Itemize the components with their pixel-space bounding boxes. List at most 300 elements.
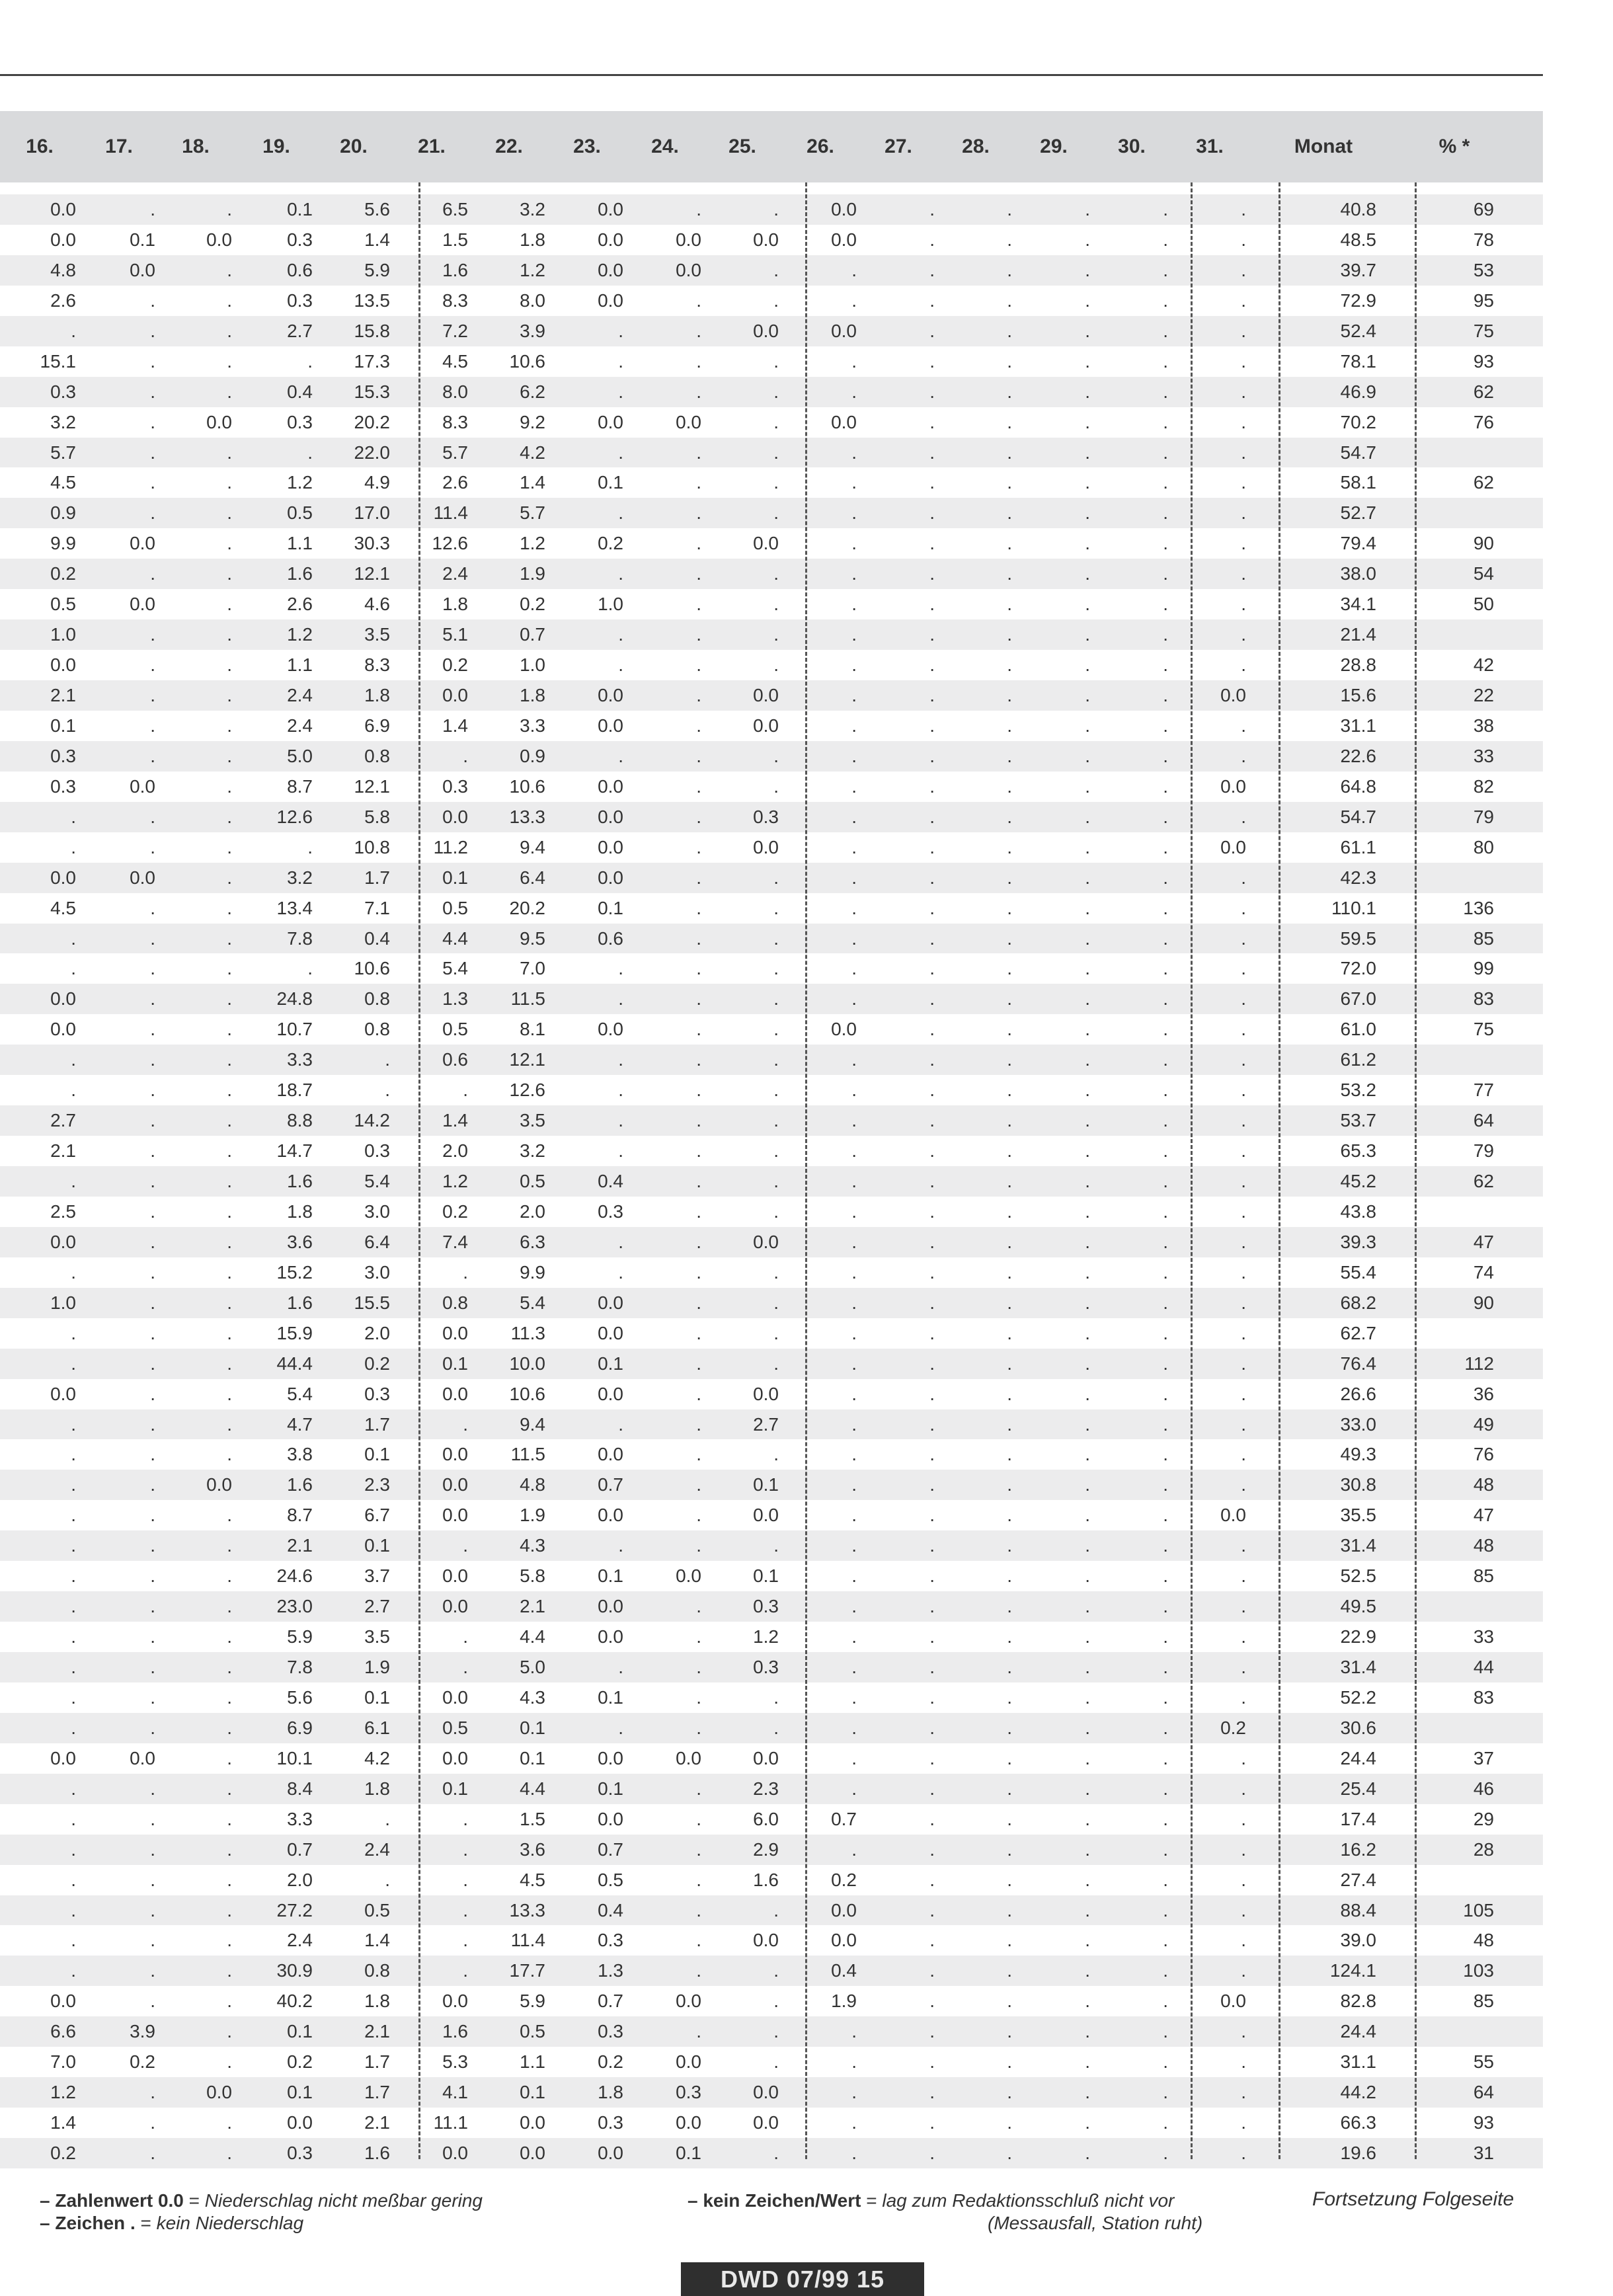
table-cell: 5.9: [364, 259, 390, 280]
table-cell: .: [1241, 502, 1246, 524]
table-cell: .: [1163, 1839, 1168, 1860]
table-cell: 13.5: [354, 290, 390, 311]
table-cell: 6.9: [287, 1717, 313, 1738]
table-cell: .: [1007, 2021, 1012, 2042]
table-cell: .: [227, 1444, 232, 1465]
table-cell: 0.0: [676, 2051, 701, 2073]
table-cell: .: [696, 533, 701, 554]
table-cell: 8.0: [520, 290, 545, 311]
table-cell: 4.8: [50, 259, 76, 280]
table-cell: .: [1085, 624, 1090, 645]
table-cell: 2.4: [364, 1839, 390, 1860]
table-cell: .: [696, 1869, 701, 1890]
table-cell: 4.7: [287, 1413, 313, 1435]
table-cell: .: [696, 1231, 701, 1252]
table-cell: 5.4: [520, 1292, 545, 1313]
table-cell: .: [696, 867, 701, 888]
table-cell: .: [1163, 411, 1168, 432]
table-cell: 0.0: [753, 533, 779, 554]
table-cell: .: [929, 320, 935, 341]
table-cell: .: [696, 1839, 701, 1860]
table-cell: .: [1163, 1110, 1168, 1131]
table-cell: 0.7: [520, 624, 545, 645]
table-cell: .: [463, 1657, 468, 1677]
table-cell: .: [1085, 502, 1090, 524]
table-cell: 0.2: [130, 2051, 155, 2073]
table-cell: .: [227, 624, 232, 645]
table-cell: .: [929, 1019, 935, 1040]
table-cell: 30.9: [276, 1960, 313, 1981]
table-cell: .: [1007, 229, 1012, 250]
table-cell: .: [1241, 715, 1246, 736]
page-badge: DWD 07/99 15: [681, 2262, 924, 2296]
table-cell: .: [696, 1353, 701, 1374]
table-cell: 52.7: [1340, 502, 1376, 524]
table-cell: 0.1: [287, 199, 313, 219]
table-cell: .: [851, 897, 857, 918]
table-cell: .: [1085, 1717, 1090, 1738]
table-cell: .: [929, 1960, 935, 1981]
table-cell: .: [1241, 381, 1246, 402]
table-cell: 10.6: [509, 350, 545, 372]
table-cell: .: [1241, 1413, 1246, 1435]
table-cell: 62.7: [1340, 1322, 1376, 1343]
table-cell: 13.3: [509, 1899, 545, 1920]
table-cell: 6.2: [520, 381, 545, 402]
table-cell: 14.2: [354, 1110, 390, 1131]
table-cell: .: [851, 594, 857, 615]
table-cell: .: [1007, 1839, 1012, 1860]
table-cell: .: [150, 1657, 155, 1677]
table-cell: .: [1007, 624, 1012, 645]
table-cell: .: [1163, 2112, 1168, 2133]
table-cell: .: [929, 1626, 935, 1647]
table-cell: 0.0: [598, 1626, 623, 1647]
legend-key: – kein Zeichen/Wert: [688, 2190, 861, 2211]
table-cell: 0.0: [206, 1474, 232, 1495]
table-cell: .: [696, 1717, 701, 1738]
table-cell: 4.5: [50, 472, 76, 493]
table-cell: 1.8: [520, 685, 545, 705]
table-cell: 6.7: [364, 1505, 390, 1526]
table-cell: 21.4: [1340, 624, 1376, 645]
table-cell: 0.0: [598, 1596, 623, 1617]
table-cell: .: [1007, 806, 1012, 827]
table-cell: 1.8: [598, 2082, 623, 2103]
table-cell: 0.0: [1220, 1991, 1246, 2012]
table-cell: 0.2: [442, 654, 468, 676]
table-cell: .: [1163, 1899, 1168, 1920]
table-cell: .: [618, 624, 623, 645]
table-cell: 0.2: [50, 563, 76, 584]
table-cell: 61.1: [1340, 836, 1376, 857]
table-cell: .: [1007, 1930, 1012, 1951]
table-cell: .: [150, 350, 155, 372]
table-cell: 1.9: [831, 1991, 857, 2012]
table-cell: .: [929, 1596, 935, 1617]
table-cell: .: [1241, 411, 1246, 432]
table-cell: .: [929, 1292, 935, 1313]
table-cell: .: [463, 1899, 468, 1920]
table-cell: 22.0: [354, 442, 390, 463]
table-cell: .: [150, 1565, 155, 1587]
table-cell: 1.8: [364, 1778, 390, 1799]
table-cell: .: [1163, 1596, 1168, 1617]
table-cell: 4.3: [520, 1535, 545, 1556]
table-cell: .: [929, 806, 935, 827]
table-cell: .: [1007, 897, 1012, 918]
table-cell: .: [773, 897, 779, 918]
table-cell: 74: [1473, 1261, 1494, 1283]
table-cell: .: [929, 775, 935, 797]
table-cell: .: [773, 2021, 779, 2042]
table-cell: 1.4: [520, 472, 545, 493]
table-cell: .: [851, 2112, 857, 2133]
table-cell: 0.1: [520, 1717, 545, 1738]
table-cell: .: [150, 1019, 155, 1040]
table-cell: .: [463, 1535, 468, 1556]
table-cell: .: [150, 199, 155, 219]
table-cell: .: [618, 381, 623, 402]
table-cell: 79: [1473, 806, 1494, 827]
table-cell: .: [773, 594, 779, 615]
table-cell: 1.8: [442, 594, 468, 615]
table-cell: .: [71, 1505, 76, 1526]
table-cell: .: [851, 806, 857, 827]
table-cell: .: [1163, 229, 1168, 250]
table-cell: 37: [1473, 1747, 1494, 1768]
table-cell: .: [227, 988, 232, 1009]
table-cell: .: [696, 472, 701, 493]
table-cell: 0.0: [50, 867, 76, 888]
table-cell: .: [696, 715, 701, 736]
table-cell: .: [227, 1991, 232, 2012]
table-cell: .: [851, 928, 857, 949]
table-cell: .: [227, 2051, 232, 2073]
table-cell: 4.8: [520, 1474, 545, 1495]
table-cell: .: [227, 685, 232, 705]
table-cell: .: [1163, 1080, 1168, 1101]
table-row: [0, 832, 1543, 863]
table-cell: 0.3: [364, 1383, 390, 1404]
table-cell: .: [851, 1686, 857, 1708]
table-cell: 3.0: [364, 1261, 390, 1283]
table-cell: .: [1007, 745, 1012, 766]
table-cell: 1.2: [753, 1626, 779, 1647]
table-cell: 124.1: [1329, 1960, 1376, 1981]
table-cell: 2.6: [442, 472, 468, 493]
table-cell: .: [696, 2021, 701, 2042]
table-cell: 11.1: [433, 2112, 468, 2133]
table-cell: .: [618, 563, 623, 584]
table-cell: .: [71, 1930, 76, 1951]
table-cell: .: [150, 1596, 155, 1617]
table-cell: 4.4: [520, 1626, 545, 1647]
table-cell: .: [773, 472, 779, 493]
table-cell: .: [696, 1535, 701, 1556]
table-cell: 44.2: [1340, 2082, 1376, 2103]
table-cell: 85: [1473, 1991, 1494, 2012]
table-cell: .: [929, 897, 935, 918]
table-cell: 0.0: [753, 685, 779, 705]
table-cell: 26.6: [1340, 1383, 1376, 1404]
table-cell: .: [1085, 1383, 1090, 1404]
table-cell: 0.0: [442, 1444, 468, 1465]
table-cell: 3.2: [50, 411, 76, 432]
table-cell: 0.3: [50, 381, 76, 402]
table-cell: .: [851, 1596, 857, 1617]
table-cell: .: [1085, 2021, 1090, 2042]
table-cell: .: [1007, 533, 1012, 554]
table-cell: .: [1085, 1353, 1090, 1374]
table-cell: .: [929, 1049, 935, 1070]
table-cell: 0.4: [598, 1899, 623, 1920]
table-cell: 61.2: [1340, 1049, 1376, 1070]
table-cell: .: [851, 1474, 857, 1495]
table-cell: .: [696, 836, 701, 857]
table-row: [0, 2016, 1543, 2047]
table-cell: .: [1007, 1991, 1012, 2012]
table-cell: .: [851, 1171, 857, 1191]
table-cell: .: [1085, 1778, 1090, 1799]
table-cell: .: [1007, 502, 1012, 524]
table-cell: .: [1085, 1413, 1090, 1435]
table-cell: .: [696, 1140, 701, 1162]
table-cell: 0.0: [753, 1930, 779, 1951]
table-cell: 0.3: [287, 290, 313, 311]
table-cell: .: [1163, 1565, 1168, 1587]
table-cell: .: [1163, 715, 1168, 736]
table-cell: .: [150, 442, 155, 463]
table-cell: .: [1163, 1960, 1168, 1981]
table-cell: .: [1241, 1869, 1246, 1890]
table-cell: .: [618, 1110, 623, 1131]
table-cell: 9.5: [520, 928, 545, 949]
table-cell: .: [1085, 715, 1090, 736]
legend-key: – Zahlenwert 0.0: [40, 2190, 184, 2211]
column-header: 29.: [1040, 136, 1068, 157]
table-cell: .: [150, 958, 155, 979]
table-cell: 11.2: [433, 836, 468, 857]
table-cell: 1.4: [442, 715, 468, 736]
table-cell: 1.7: [364, 867, 390, 888]
table-cell: 4.6: [364, 594, 390, 615]
table-cell: 0.0: [598, 1292, 623, 1313]
table-cell: .: [1007, 1080, 1012, 1101]
table-cell: .: [773, 745, 779, 766]
table-cell: 2.5: [50, 1201, 76, 1222]
table-cell: .: [618, 1717, 623, 1738]
table-cell: 3.6: [287, 1231, 313, 1252]
table-cell: .: [1085, 897, 1090, 918]
table-cell: .: [696, 594, 701, 615]
table-cell: .: [929, 259, 935, 280]
table-cell: 23.0: [276, 1596, 313, 1617]
table-cell: .: [696, 1049, 701, 1070]
table-cell: .: [1163, 1322, 1168, 1343]
table-row: [0, 680, 1543, 711]
table-cell: 38.0: [1340, 563, 1376, 584]
table-cell: 7.8: [287, 1657, 313, 1677]
table-row: [0, 559, 1543, 589]
table-cell: .: [227, 442, 232, 463]
table-cell: .: [150, 654, 155, 676]
table-cell: .: [1241, 958, 1246, 979]
table-cell: .: [150, 411, 155, 432]
table-row: [0, 1591, 1543, 1622]
table-cell: .: [773, 1444, 779, 1465]
table-cell: 0.0: [442, 1383, 468, 1404]
table-cell: 0.0: [50, 1383, 76, 1404]
table-cell: .: [150, 2082, 155, 2103]
table-row: [0, 1105, 1543, 1136]
table-cell: 3.7: [364, 1565, 390, 1587]
table-cell: 0.0: [598, 1747, 623, 1768]
table-cell: .: [1163, 685, 1168, 705]
table-cell: .: [71, 1049, 76, 1070]
table-cell: .: [1085, 836, 1090, 857]
table-cell: .: [150, 1960, 155, 1981]
table-cell: 69: [1473, 199, 1494, 219]
table-cell: .: [1085, 685, 1090, 705]
table-cell: .: [1007, 2051, 1012, 2073]
table-cell: .: [71, 1413, 76, 1435]
table-cell: 1.2: [287, 472, 313, 493]
table-cell: 0.0: [50, 1019, 76, 1040]
table-cell: .: [1007, 867, 1012, 888]
table-cell: .: [1007, 1686, 1012, 1708]
table-cell: 0.0: [598, 685, 623, 705]
table-cell: 0.0: [598, 867, 623, 888]
table-cell: 5.3: [442, 2051, 468, 2073]
table-cell: [1421, 1591, 1494, 1622]
table-cell: 0.0: [598, 1444, 623, 1465]
legend-line-2: [40, 2213, 303, 2234]
table-cell: 83: [1473, 1686, 1494, 1708]
table-cell: .: [71, 1322, 76, 1343]
table-cell: .: [851, 624, 857, 645]
table-cell: 76: [1473, 1444, 1494, 1465]
table-cell: .: [1007, 928, 1012, 949]
table-cell: 0.0: [50, 1231, 76, 1252]
table-row: [0, 1835, 1543, 1865]
table-cell: 4.4: [442, 928, 468, 949]
table-cell: 3.6: [520, 1839, 545, 1860]
table-cell: 76.4: [1340, 1353, 1376, 1374]
table-cell: .: [618, 1413, 623, 1435]
table-cell: .: [929, 1261, 935, 1283]
table-cell: .: [227, 1292, 232, 1313]
table-cell: 0.0: [1220, 1505, 1246, 1526]
table-cell: .: [929, 1231, 935, 1252]
table-cell: .: [150, 1505, 155, 1526]
table-cell: .: [71, 1596, 76, 1617]
table-cell: 1.7: [364, 2082, 390, 2103]
table-cell: .: [851, 1778, 857, 1799]
table-cell: .: [227, 1049, 232, 1070]
table-cell: .: [1163, 1140, 1168, 1162]
table-cell: .: [773, 2143, 779, 2163]
table-cell: .: [1007, 1444, 1012, 1465]
table-cell: 1.2: [287, 624, 313, 645]
table-cell: .: [851, 259, 857, 280]
table-cell: 31.4: [1340, 1535, 1376, 1556]
table-cell: .: [1163, 1261, 1168, 1283]
table-cell: .: [1163, 1019, 1168, 1040]
table-cell: 6.5: [442, 199, 468, 219]
table-cell: .: [1241, 1626, 1246, 1647]
table-cell: .: [227, 1930, 232, 1951]
table-cell: .: [696, 502, 701, 524]
table-cell: 0.1: [598, 1353, 623, 1374]
table-cell: 35.5: [1340, 1505, 1376, 1526]
table-cell: .: [150, 836, 155, 857]
table-cell: 0.2: [364, 1353, 390, 1374]
table-cell: 0.0: [753, 1747, 779, 1768]
table-cell: .: [1241, 1778, 1246, 1799]
table-cell: .: [1241, 259, 1246, 280]
table-cell: .: [929, 2051, 935, 2073]
table-cell: 30.8: [1340, 1474, 1376, 1495]
table-cell: 3.2: [520, 199, 545, 219]
table-cell: 0.0: [130, 775, 155, 797]
table-cell: .: [150, 502, 155, 524]
table-cell: 0.0: [130, 259, 155, 280]
legend-text: kein Niederschlag: [156, 2213, 304, 2233]
table-cell: .: [851, 1292, 857, 1313]
table-cell: .: [1007, 775, 1012, 797]
table-row: [0, 2138, 1543, 2168]
table-cell: .: [71, 1171, 76, 1191]
table-cell: 10.8: [354, 836, 390, 857]
table-cell: 0.0: [753, 715, 779, 736]
table-cell: .: [696, 806, 701, 827]
table-cell: 0.1: [130, 229, 155, 250]
table-cell: .: [851, 350, 857, 372]
table-cell: 80: [1473, 836, 1494, 857]
table-cell: .: [71, 806, 76, 827]
table-row: [0, 984, 1543, 1014]
table-cell: .: [696, 1808, 701, 1829]
table-cell: .: [1241, 2112, 1246, 2133]
table-cell: .: [1241, 229, 1246, 250]
table-cell: .: [1085, 1444, 1090, 1465]
table-cell: .: [851, 775, 857, 797]
table-cell: 0.0: [676, 411, 701, 432]
table-cell: .: [773, 1717, 779, 1738]
table-cell: 10.6: [509, 1383, 545, 1404]
table-cell: .: [1085, 806, 1090, 827]
table-cell: .: [1085, 1049, 1090, 1070]
table-cell: .: [929, 411, 935, 432]
table-cell: 5.9: [287, 1626, 313, 1647]
table-cell: 5.4: [442, 958, 468, 979]
table-cell: 2.1: [287, 1535, 313, 1556]
table-cell: .: [1007, 1535, 1012, 1556]
table-cell: .: [929, 745, 935, 766]
table-cell: .: [463, 1930, 468, 1951]
table-cell: .: [71, 1444, 76, 1465]
table-cell: 59.5: [1340, 928, 1376, 949]
table-cell: .: [227, 290, 232, 311]
table-cell: .: [1163, 624, 1168, 645]
table-cell: .: [1163, 2082, 1168, 2103]
table-row: [0, 1530, 1543, 1561]
table-cell: 42: [1473, 654, 1494, 676]
table-cell: .: [696, 350, 701, 372]
table-cell: [1421, 1713, 1494, 1743]
table-cell: .: [929, 1808, 935, 1829]
